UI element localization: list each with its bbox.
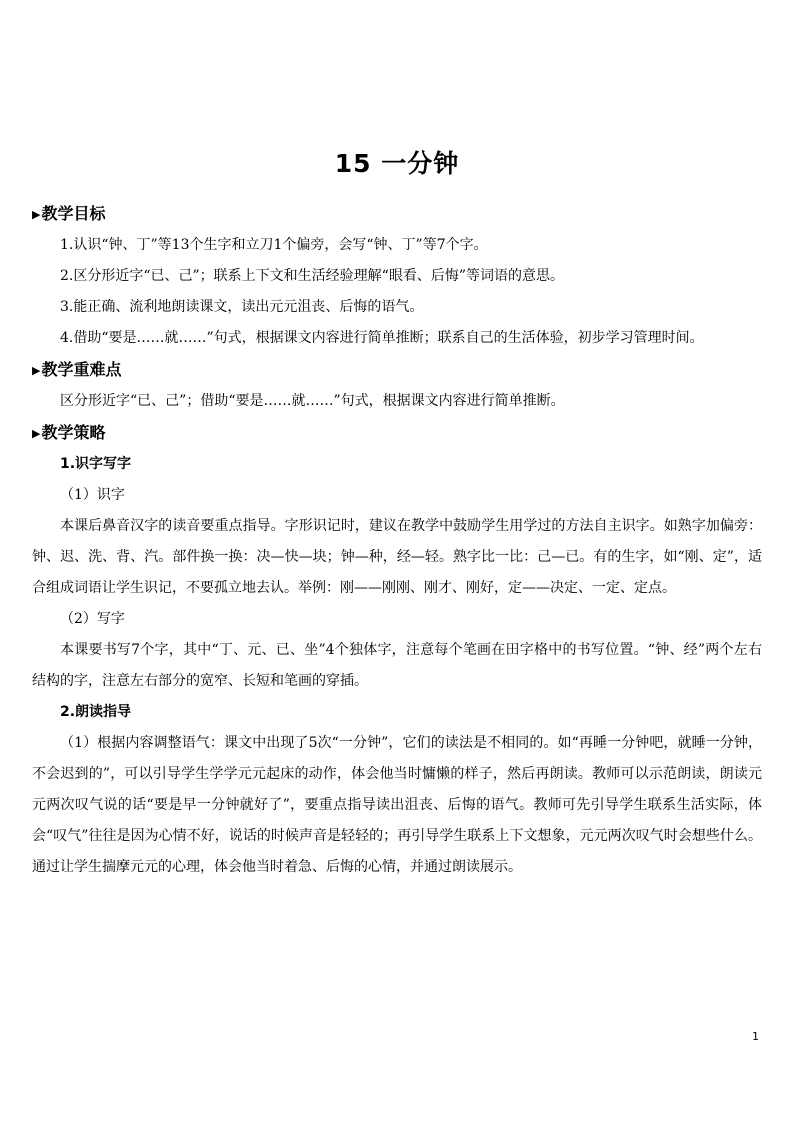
reading-paragraph: （1）根据内容调整语气：课文中出现了5次“一分钟”，它们的读法是不相同的。如“再睡一分钟吧，就睡一分钟，不会迟到的”，可以引导学生学学元元起床的动作，体会他当时慵懒的样子，然后再朗读。教师可以示范朗读，朗读元元两次叹气说的话“要是早一分钟就好了”，要重点指导读出沮丧、后悔的语气。教师可先引导学生联系生活实际，体会“叹气”往往是因为心情不好，说话的时候声音是轻轻的；再引导学生联系上下文想象，元元两次叹气时会想些什么。通过让学生揣摩元元的心理，体会他当时着急、后悔的心情，并通过朗读展示。 (32, 735, 762, 875)
goal-item: 4.借助“要是……就……”句式，根据课文内容进行简单推断；联系自己的生活体验，初步学习管理时间。 (60, 330, 704, 346)
section-heading-label: 教学目标 (41, 204, 106, 223)
section-heading-label: 教学策略 (41, 423, 106, 442)
triangle-marker-icon: ▶ (32, 364, 41, 377)
subsection-label-recognition: （1）识字 (60, 487, 125, 503)
section-heading-key-points (32, 354, 762, 386)
goal-item: 3.能正确、流利地朗读课文，读出元元沮丧、后悔的语气。 (60, 299, 424, 315)
goal-item: 1.认识“钟、丁”等13个生字和立刀1个偏旁，会写“钟、丁”等7个字。 (60, 237, 488, 253)
subsection-heading-literacy: 1.识字写字 (60, 456, 132, 472)
writing-paragraph: 本课要书写7个字，其中“丁、元、已、坐”4个独体字，注意每个笔画在田字格中的书写位置。“钟、经”两个左右结构的字，注意左右部分的宽窄、长短和笔画的穿插。 (32, 642, 762, 689)
page-number: 1 (752, 1030, 759, 1043)
recognition-paragraph: 本课后鼻音汉字的读音要重点指导。字形识记时，建议在教学中鼓励学生用学过的方法自主识字。如熟字加偏旁：钟、迟、洗、背、汽。部件换一换：决—快—块；钟—种，经—轻。熟字比一比：己—已。有的生字，如“刚、定”，适合组成词语让学生识记，不要孤立地去认。举例：刚——刚刚、刚才、刚好，定——决定、一定、定点。 (32, 518, 762, 596)
goal-item: 2.区分形近字“已、己”；联系上下文和生活经验理解“眼看、后悔”等词语的意思。 (60, 268, 564, 284)
section-heading-label: 教学重难点 (41, 360, 122, 379)
subsection-label-writing: （2）写字 (60, 611, 125, 627)
subsection-heading-reading: 2.朗读指导 (60, 704, 132, 720)
triangle-marker-icon: ▶ (32, 427, 41, 440)
triangle-marker-icon: ▶ (32, 208, 41, 221)
section-heading-strategies (32, 417, 762, 449)
document-body (32, 198, 762, 883)
section-heading-goals (32, 198, 762, 230)
page-title: 15 一分钟 (334, 149, 460, 178)
key-points-text: 区分形近字“已、己”；借助“要是……就……”句式，根据课文内容进行简单推断。 (60, 393, 565, 409)
